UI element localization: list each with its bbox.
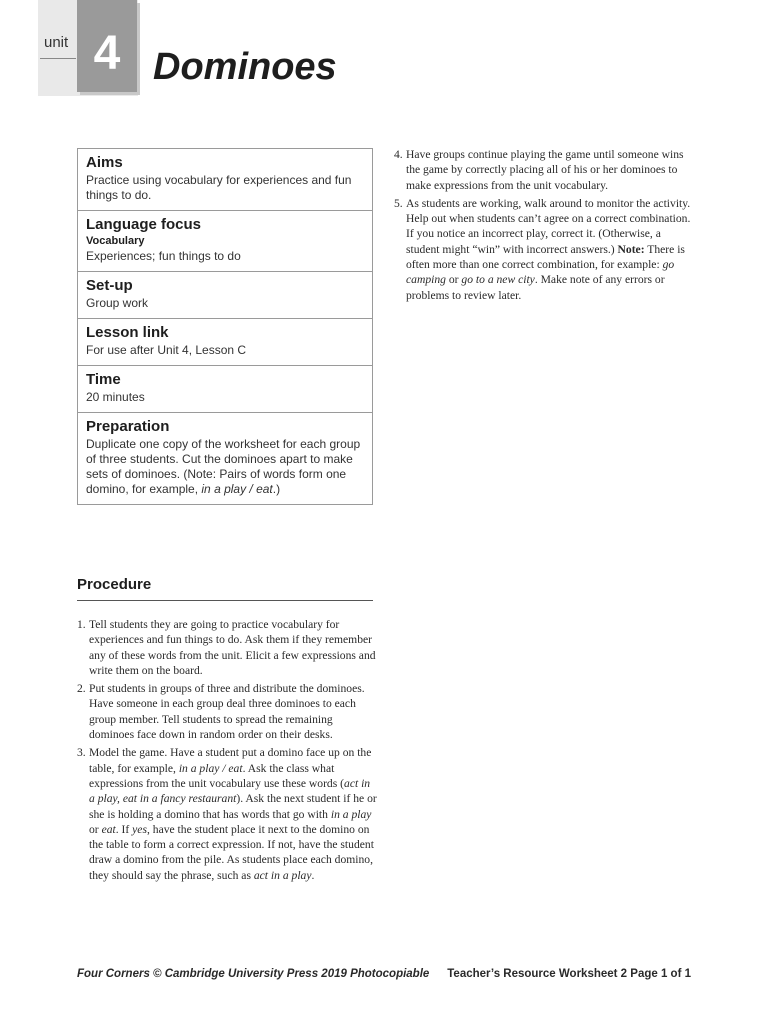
text-run: .) — [272, 482, 281, 496]
procedure-step — [77, 681, 377, 742]
text-run: . — [311, 868, 315, 882]
italic-run: in a play / eat — [201, 482, 273, 496]
step-number: 4. — [394, 148, 403, 161]
info-subheading: Vocabulary — [86, 235, 145, 247]
text-run: Duplicate one copy of the worksheet for each group of three students. Cut the dominoes apart to make sets of dominoes. (Note: Pairs of words form one domino, for example, — [86, 437, 361, 496]
text-run: . If — [115, 822, 133, 836]
text-run: , have the student place it next to the domino on the table to form a correct expression. If not, have the student draw a domino from the pile. As students place each domino, they should say the phrase, such as — [89, 822, 374, 882]
procedure-step — [77, 745, 377, 883]
step-number: 1. — [77, 618, 86, 631]
procedure-step — [77, 617, 377, 678]
procedure-heading: Procedure — [77, 576, 152, 593]
info-set-up — [78, 272, 372, 319]
procedure-steps-left — [77, 617, 377, 886]
procedure-divider — [77, 600, 373, 601]
footer-copyright: Four Corners © Cambridge University Press 2019 Photocopiable — [77, 968, 430, 980]
italic-run: act in a play, eat in a fancy restaurant — [89, 776, 371, 806]
text-run: There is often more than one correct combination, for example: — [406, 242, 685, 272]
info-heading: Lesson link — [86, 324, 169, 341]
text-run: or — [445, 273, 462, 287]
unit-divider — [40, 58, 76, 59]
info-heading: Preparation — [86, 418, 170, 435]
text-run: Put students in groups of three and distribute the dominoes. Have someone in each group deal three dominoes to each group member. Tell students to spread the remaining dominoes face down in random order on their desks. — [89, 682, 365, 742]
italic-run: yes — [132, 822, 147, 836]
text-run: or — [89, 822, 102, 836]
italic-run: go camping — [406, 258, 675, 287]
info-text: 20 minutes — [86, 390, 145, 404]
italic-run: go to a new city — [461, 273, 535, 287]
info-heading: Time — [86, 371, 121, 388]
italic-run: in a play / eat — [178, 761, 243, 775]
unit-label: unit — [44, 34, 69, 51]
page-title: Dominoes — [153, 46, 337, 88]
info-text: Experiences; fun things to do — [86, 249, 241, 263]
text-run: Tell students they are going to practice vocabulary for experiences and fun things to do. Ask them if they remember any of these words from the unit. Elicit a few expressions and write them on the board. — [89, 618, 376, 677]
info-lesson-link — [78, 319, 372, 366]
footer-page-info: Teacher’s Resource Worksheet 2 Page 1 of 1 — [447, 968, 691, 980]
info-box — [77, 148, 373, 505]
info-heading: Aims — [86, 154, 123, 171]
info-text: Practice using vocabulary for experiences and fun things to do. — [86, 173, 352, 202]
text-run: Have groups continue playing the game until someone wins the game by correctly placing all of his or her dominoes to make expressions from the unit vocabulary. — [406, 148, 684, 192]
italic-run: in a play — [330, 807, 372, 821]
step-number: 3. — [77, 746, 86, 760]
step-number: 5. — [394, 196, 403, 210]
info-aims — [78, 149, 372, 211]
step-number: 2. — [77, 682, 86, 696]
info-text: For use after Unit 4, Lesson C — [86, 343, 247, 357]
info-text — [86, 437, 364, 497]
procedure-step — [394, 147, 694, 193]
procedure-steps-right — [394, 147, 694, 306]
text-run: Model the game. Have a student put a domino face up on the table, for example, — [89, 746, 372, 775]
text-run: As students are working, walk around to monitor the activity. Help out when students can’t agree on a correct combination. If you notice an incorrect play, correct it. (Otherwise, a student might “win” with incorrect answers.) — [406, 196, 691, 256]
info-heading: Set-up — [86, 277, 133, 294]
text-run: ). Ask the next student if he or she is holding a domino that has words that go with — [89, 792, 377, 821]
italic-run: eat — [101, 822, 116, 836]
unit-number: 4 — [93, 27, 121, 80]
info-language-focus — [78, 211, 372, 272]
text-run: . Ask the class what expressions from the unit vocabulary use these words ( — [89, 761, 345, 790]
text-run: . Make note of any errors or problems to review later. — [406, 273, 665, 302]
info-preparation — [78, 413, 372, 504]
info-text: Group work — [86, 296, 149, 310]
procedure-step — [394, 196, 694, 303]
info-time — [78, 366, 372, 413]
info-heading: Language focus — [86, 216, 202, 233]
bold-run: Note: — [617, 242, 645, 256]
italic-run: act in a play — [253, 868, 312, 882]
